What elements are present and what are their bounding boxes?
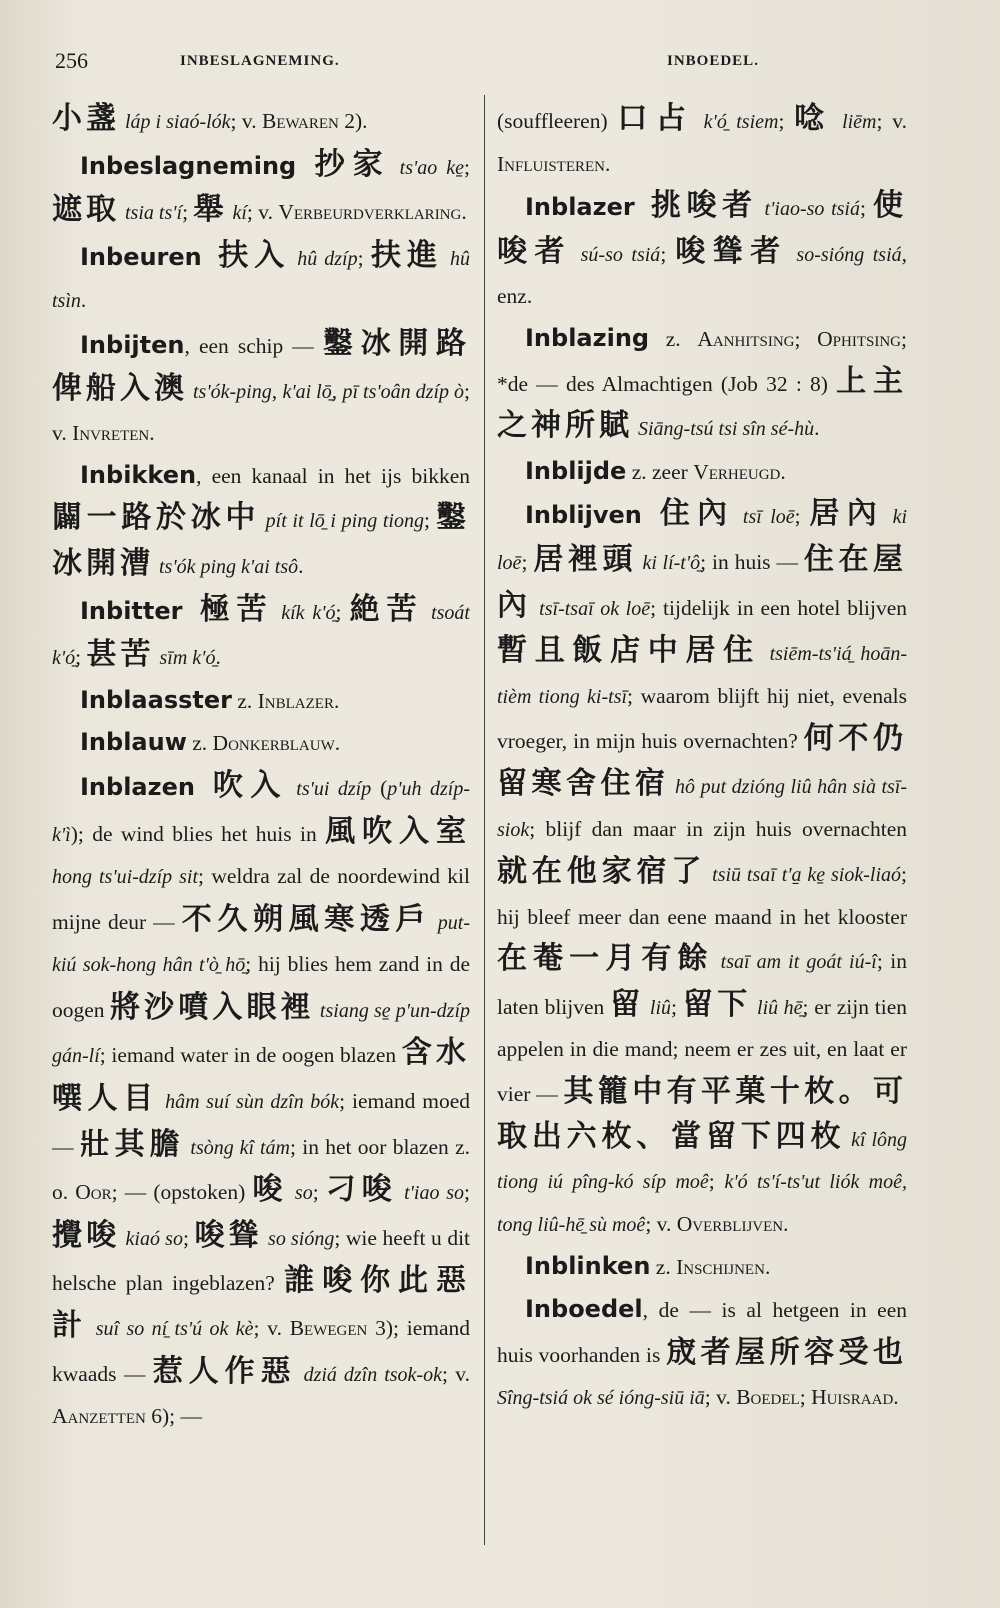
romanization: pī ts'oân dzíp ò xyxy=(342,380,465,403)
dictionary-entry xyxy=(497,98,907,185)
entry-text: (souffleeren) xyxy=(497,109,618,133)
romanization: sīm k'ó̱ xyxy=(154,647,216,670)
entry-text: ; xyxy=(182,1225,195,1250)
cross-reference: Donkerblauw xyxy=(212,731,335,756)
entry-text: ; xyxy=(357,245,371,270)
chinese-characters: 遮取 xyxy=(52,192,120,228)
chinese-characters: 唸 xyxy=(794,101,833,136)
cross-reference: Oor xyxy=(75,1180,112,1205)
romanization: ts'ók-ping xyxy=(188,380,272,403)
entry-text: , een kanaal in het ijs bikken xyxy=(196,463,470,488)
entry-text: . xyxy=(461,200,467,225)
entry-text: . xyxy=(814,416,820,441)
entry-text: ; v. xyxy=(441,1361,470,1386)
entry-text: ; xyxy=(182,200,194,225)
chinese-characters: 扶入 xyxy=(201,237,291,273)
romanization: hâm suí sùn dzîn bók xyxy=(158,1091,340,1114)
entry-text: ; in laten blijven xyxy=(497,949,907,1019)
chinese-characters: 攪唆 xyxy=(52,1217,121,1253)
entry-text: , de — is al hetgeen in een huis voorhanden is xyxy=(497,1298,907,1367)
entry-text: ; xyxy=(799,1385,812,1410)
headword: Inbeuren xyxy=(80,242,202,271)
chinese-characters: 唆聳者 xyxy=(675,233,788,269)
entry-text: 3); iemand kwaads — xyxy=(52,1316,470,1386)
chinese-characters: 舉 xyxy=(193,192,228,228)
dictionary-entry xyxy=(497,1289,907,1420)
romanization: so xyxy=(288,1182,313,1205)
romanization: tsī-tsaī ok loē xyxy=(532,597,651,620)
romanization: put-kiú sok-hong hân t'ò̱ hō̱ xyxy=(52,911,470,977)
page-number: 256 xyxy=(55,48,88,73)
chinese-characters: 住內 xyxy=(641,496,735,532)
chinese-characters: 居內 xyxy=(809,496,885,532)
chinese-characters: 鑿冰開漕 xyxy=(52,500,470,581)
entry-text: . xyxy=(333,688,340,713)
chinese-characters: 含水噀人目 xyxy=(52,1035,470,1117)
romanization: suî so ní̱ ts'ú ok kè xyxy=(88,1318,254,1341)
cross-reference: Verbeurdverklaring xyxy=(278,200,462,225)
headword: Inboedel xyxy=(525,1295,643,1324)
entry-text: ; xyxy=(75,645,87,670)
headword: Inblauw xyxy=(80,728,187,757)
romanization: Sîng-tsiá ok sé ióng-siū iā xyxy=(497,1387,705,1410)
entry-text: ( xyxy=(371,775,388,800)
cross-reference: Aanzetten xyxy=(52,1404,146,1429)
entry-text: . xyxy=(80,288,87,313)
romanization: tsaī am it goát iú-î xyxy=(713,951,877,974)
cross-reference: Boedel xyxy=(736,1385,800,1410)
entry-text: ; v. xyxy=(52,378,470,446)
dictionary-entry xyxy=(52,589,470,680)
dictionary-entry xyxy=(52,235,470,323)
entry-text: . xyxy=(149,421,155,446)
dictionary-entry xyxy=(52,765,470,1438)
entry-text: ; hij blies hem zand in de oogen xyxy=(52,952,470,1022)
dictionary-entry xyxy=(52,680,470,723)
entry-text: ; xyxy=(660,241,676,266)
entry-text: 2). xyxy=(338,109,368,133)
romanization: pít it lō̱ i ping tiong xyxy=(259,510,424,533)
romanization: so-sióng tsiá xyxy=(787,243,902,266)
entry-text: ; in huis — xyxy=(700,549,804,574)
romanization: tsia ts'í xyxy=(120,202,183,225)
entry-text: z. xyxy=(231,688,258,713)
headword: Inblazer xyxy=(525,193,635,222)
chinese-characters: 小盞 xyxy=(52,101,120,136)
entry-text: . xyxy=(783,1211,789,1236)
dictionary-entry xyxy=(497,318,907,451)
dictionary-entry xyxy=(497,493,907,1246)
romanization: tsī loē xyxy=(734,506,795,529)
entry-text: ; xyxy=(671,994,683,1019)
romanization: t'iao-so tsiá xyxy=(757,198,860,221)
chinese-characters: 抄家 xyxy=(296,146,391,182)
headword: Inblinken xyxy=(525,1252,651,1281)
dictionary-entry xyxy=(497,1246,907,1289)
entry-text: ; wie heeft u dit helsche plan ingeblazen? xyxy=(52,1225,470,1296)
dictionary-entry xyxy=(52,323,470,455)
headword: Inblazing xyxy=(525,323,650,352)
dictionary-entry xyxy=(52,98,470,144)
entry-text: ; waarom blijft hij niet, evenals vroeger, in mijn huis overnachten? xyxy=(497,683,907,754)
dictionary-entry xyxy=(52,144,470,235)
romanization: hû tsìn xyxy=(52,247,470,313)
entry-text: ; er zijn tien appelen in die mand; neem er zes uit, en laat er vier — xyxy=(497,994,907,1107)
entry-text: . xyxy=(605,151,611,176)
entry-text: ; iemand moed — xyxy=(52,1089,470,1159)
dictionary-entry xyxy=(497,451,907,494)
chinese-characters: 居裡頭 xyxy=(533,541,637,577)
cross-reference: Verheugd xyxy=(693,459,781,484)
romanization: so sióng xyxy=(262,1227,335,1250)
chinese-characters: 鑿冰開路俾船入澳 xyxy=(52,325,470,406)
headword: Inbijten xyxy=(80,330,185,359)
dictionary-entry xyxy=(497,185,907,318)
romanization: liēm xyxy=(832,111,877,133)
headword: Inblijde xyxy=(525,456,627,485)
headword: Inbitter xyxy=(80,596,183,625)
right-column xyxy=(497,98,907,1543)
entry-text: . xyxy=(215,645,221,670)
entry-text: ; xyxy=(778,109,795,133)
entry-text: ; xyxy=(464,154,470,179)
headword: Inblazen xyxy=(80,772,195,801)
romanization: hô put dzióng liû hân sià tsī-siok xyxy=(497,775,907,841)
chinese-characters: 吹入 xyxy=(194,767,288,803)
chinese-characters: 唆 xyxy=(252,1172,289,1208)
dictionary-entry xyxy=(52,455,470,589)
entry-text: ; tijdelijk in een hotel blijven xyxy=(650,595,907,620)
headword: Inbikken xyxy=(80,460,197,489)
chinese-characters: 何不仍留寒舍住宿 xyxy=(497,721,907,801)
entry-text: ; v. xyxy=(876,109,907,133)
chinese-characters: 留 xyxy=(610,986,645,1022)
dictionary-entry xyxy=(52,722,470,765)
chinese-characters: 其籠中有平菓十枚。可取出六枚、當留下四枚 xyxy=(497,1074,907,1154)
entry-text: . xyxy=(893,1385,899,1410)
romanization: tsiang se̱ p'un-dzíp gán-lí xyxy=(52,999,470,1068)
headword: Inblijven xyxy=(525,501,642,530)
entry-text: , xyxy=(331,378,343,403)
chinese-characters: 唆聳 xyxy=(194,1217,263,1253)
romanization: kî lông tiong iú pîng-kó síp moê xyxy=(497,1128,907,1194)
entry-text: z. xyxy=(186,731,213,756)
entry-text: z. zeer xyxy=(626,459,694,484)
chinese-characters: 在菴一月有餘 xyxy=(497,941,714,977)
cross-reference: Ophitsing xyxy=(817,326,902,351)
entry-text: ; v. xyxy=(246,200,279,225)
entry-text: ; blijf dan maar in zijn huis overnachten xyxy=(529,816,907,841)
entry-text: ; xyxy=(312,1180,326,1205)
romanization: hong ts'ui-dzíp sit xyxy=(52,866,199,889)
cross-reference: Influisteren xyxy=(497,151,605,176)
entry-text: , xyxy=(271,378,283,403)
romanization: tsoát k'ó̱ xyxy=(52,601,470,670)
cross-reference: Huisraad xyxy=(811,1385,894,1410)
headword: Inblaasster xyxy=(80,685,232,714)
chinese-characters: 甚苦 xyxy=(86,637,155,673)
cross-reference: Overblijven xyxy=(676,1211,784,1236)
romanization: tsòng kî tám xyxy=(184,1136,290,1159)
cross-reference: Inblazer xyxy=(257,688,334,713)
romanization: hû dzíp xyxy=(290,247,358,270)
chinese-characters: 就在他家宿了 xyxy=(497,854,707,890)
cross-reference: Invreten xyxy=(72,421,150,446)
entry-text: ; xyxy=(708,1169,725,1194)
entry-text: ); de wind blies het huis in xyxy=(70,821,326,846)
chinese-characters: 惹人作惡 xyxy=(152,1353,297,1389)
romanization: dziá dzîn tsok-ok xyxy=(296,1363,442,1386)
romanization: p'uh dzíp-k'ì xyxy=(52,777,470,846)
entry-text: ; — (opstoken) xyxy=(111,1180,253,1205)
romanization: liû hē̱ xyxy=(751,996,803,1019)
romanization: k'ó̱ tsiem xyxy=(694,111,779,133)
chinese-characters: 上主之神所賦 xyxy=(497,363,907,444)
romanization: ts'ao ke̱ xyxy=(390,156,465,179)
romanization: kí xyxy=(227,202,247,225)
romanization: ts'ui dzíp xyxy=(287,777,372,800)
romanization: tsiū tsaī t'a̱ ke̱ siok-liaó xyxy=(706,864,902,887)
romanization: k'ai lō̱ xyxy=(282,380,332,403)
romanization: t'iao so xyxy=(397,1182,464,1205)
entry-text: , enz. xyxy=(497,241,907,309)
romanization: ki lí-t'ô̱ xyxy=(637,551,701,574)
entry-text: , een schip — xyxy=(184,333,323,358)
entry-text: ; xyxy=(521,549,534,574)
romanization: ts'ók ping k'ai tsô xyxy=(154,555,299,578)
chinese-characters: 刁唆 xyxy=(325,1172,398,1208)
entry-text: ; xyxy=(335,599,350,624)
entry-text: ; hij bleef meer dan eene maand in het klooster xyxy=(497,862,907,929)
entry-text: . xyxy=(764,1255,771,1280)
chinese-characters: 留下 xyxy=(682,986,752,1022)
entry-text: z. xyxy=(649,326,698,351)
entry-text: ; xyxy=(464,1180,470,1205)
cross-reference: Aanhitsing xyxy=(697,326,795,351)
romanization: tsiēm-ts'iá̱ hoān-tièm tiong ki-tsī xyxy=(497,643,907,708)
entry-text: ; xyxy=(794,504,810,529)
romanization: sú-so tsiá xyxy=(572,243,661,266)
entry-text: . xyxy=(780,459,786,484)
chinese-characters: 壯其膽 xyxy=(79,1126,185,1162)
romanization: Siāng-tsú tsi sîn sé-hù xyxy=(633,418,815,441)
chinese-characters: 宬者屋所容受也 xyxy=(666,1334,907,1370)
cross-reference: Inschijnen xyxy=(676,1255,765,1280)
chinese-characters: 闢一路於冰中 xyxy=(52,500,260,536)
romanization: k'ó ts'í-ts'ut liók moê, tong liû-hē̱ sù moê xyxy=(497,1171,907,1236)
entry-text: ; iemand water in de oogen blazen xyxy=(99,1043,402,1068)
entry-text: ; xyxy=(423,508,436,533)
entry-text: ; v. xyxy=(645,1211,677,1236)
entry-text: ; *de — des Almachtigen (Job 32 : 8) xyxy=(497,326,907,396)
entry-text: . xyxy=(334,731,341,756)
chinese-characters: 極苦 xyxy=(182,591,274,627)
chinese-characters: 絶苦 xyxy=(349,591,424,627)
right-running-title: INBOEDEL. xyxy=(667,53,759,69)
headword: Inbeslagneming xyxy=(80,151,297,180)
chinese-characters: 將沙噴入眼裡 xyxy=(110,989,315,1025)
chinese-characters: 扶進 xyxy=(370,237,443,273)
entry-text: . xyxy=(298,553,304,578)
chinese-characters: 風吹入室 xyxy=(325,813,470,849)
romanization: liû xyxy=(644,996,672,1019)
chinese-characters: 挑唆者 xyxy=(634,188,758,224)
chinese-characters: 住在屋內 xyxy=(497,541,907,623)
entry-text: ; weldra zal de noordewind kil mijne deur — xyxy=(52,864,470,934)
cross-reference: Bewegen xyxy=(289,1316,368,1341)
romanization: kiaó so xyxy=(120,1227,183,1250)
running-head xyxy=(55,48,930,78)
entry-text: ; in het oor blazen z. o. xyxy=(52,1134,470,1205)
left-column xyxy=(52,98,470,1543)
romanization: láp i siaó-lók xyxy=(120,111,231,133)
chinese-characters: 誰唆你此惡計 xyxy=(52,1263,470,1344)
entry-text: ; xyxy=(859,196,873,221)
chinese-characters: 不久朔風寒透戶 xyxy=(181,901,432,937)
entry-text: z. xyxy=(650,1255,677,1280)
entry-text: 6); — xyxy=(145,1404,202,1429)
chinese-characters: 暫且飯店中居住 xyxy=(497,633,761,669)
romanization: kík k'ó̱ xyxy=(273,601,336,624)
cross-reference: Bewaren xyxy=(262,109,339,133)
column-divider xyxy=(484,95,485,1545)
romanization: ki loē xyxy=(497,506,907,574)
chinese-characters: 使唆者 xyxy=(497,188,907,269)
left-running-title: INBESLAGNEMING. xyxy=(180,53,340,69)
entry-text: ; v. xyxy=(253,1316,290,1341)
entry-text: ; v. xyxy=(704,1385,737,1410)
entry-text: ; v. xyxy=(230,109,262,133)
chinese-characters: 口占 xyxy=(617,101,695,136)
entry-text: ; xyxy=(794,326,818,351)
